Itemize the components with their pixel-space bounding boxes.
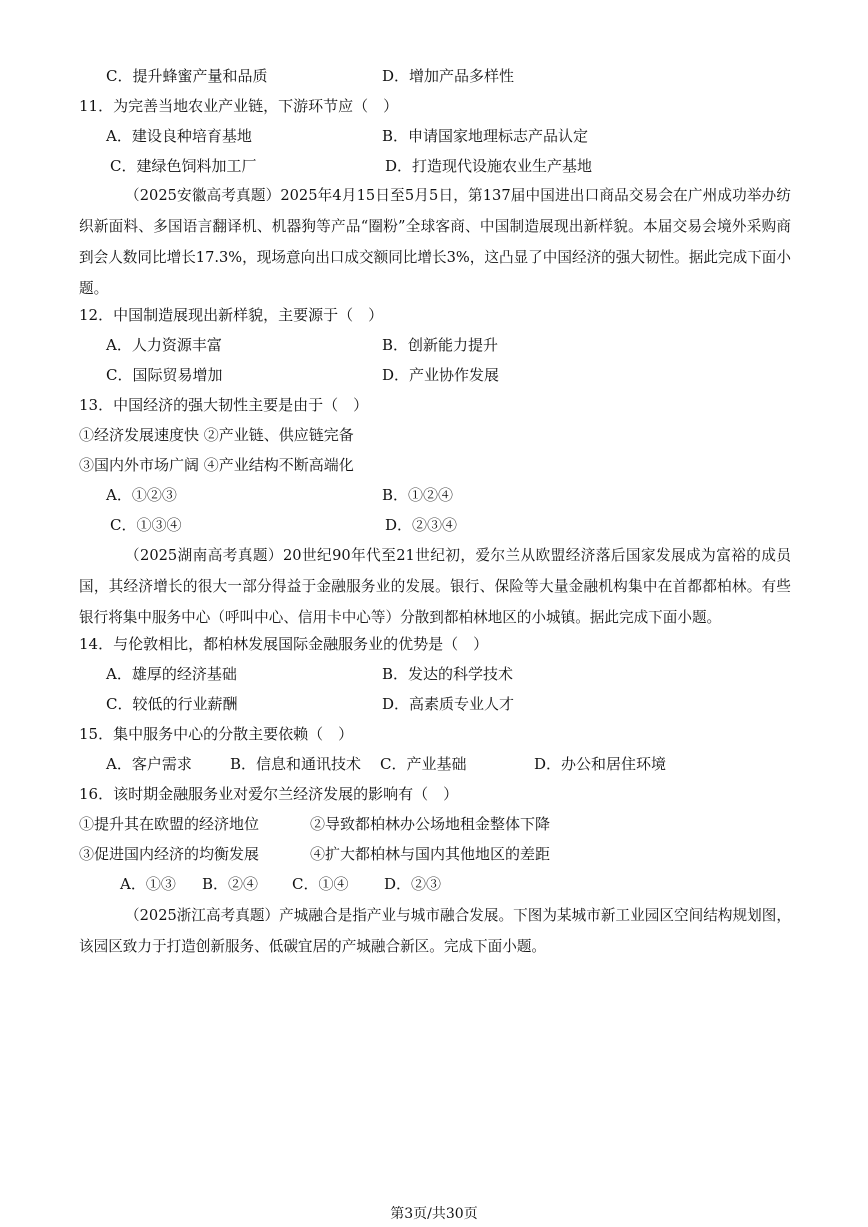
q12-option-d: D．产业协作发展: [382, 366, 500, 384]
q13-statements-1: ①经济发展速度快 ②产业链、供应链完备: [79, 426, 354, 444]
passage-zhejiang: （2025浙江高考真题）产城融合是指产业与城市融合发展。下图为某城市新工业园区空间结构规划图，该园区致力于打造创新服务、低碳宜居的产城融合新区。完成下面小题。: [79, 907, 791, 955]
q13-stem: 13．中国经济的强大韧性主要是由于（ ）: [79, 396, 369, 414]
q16-statement-2: ②导致都柏林办公场地租金整体下降: [310, 815, 551, 833]
q12-option-a: A．人力资源丰富: [106, 336, 222, 354]
q14-option-a: A．雄厚的经济基础: [106, 665, 237, 683]
q16-option-d: D．②③: [384, 875, 442, 893]
q13-option-b: B．①②④: [382, 486, 454, 504]
q15-option-d: D．办公和居住环境: [534, 755, 667, 773]
q13-statements-2: ③国内外市场广阔 ④产业结构不断高端化: [79, 456, 354, 474]
page-number-footer: 第3页/共30页: [390, 1206, 478, 1222]
q11-option-d: D．打造现代设施农业生产基地: [385, 157, 593, 175]
q15-option-c: C．产业基础: [380, 755, 467, 773]
q16-statement-3: ③促进国内经济的均衡发展: [79, 845, 260, 863]
q13-option-c: C．①③④: [110, 516, 182, 534]
q15-stem: 15．集中服务中心的分散主要依赖（ ）: [79, 725, 354, 743]
q12-stem: 12．中国制造展现出新样貌，主要源于（ ）: [79, 306, 384, 324]
q14-option-c: C．较低的行业薪酬: [106, 695, 238, 713]
passage-hunan: （2025湖南高考真题）20世纪90年代至21世纪初，爱尔兰从欧盟经济落后国家发展成为富裕的成员国，其经济增长的很大一部分得益于金融服务业的发展。银行、保险等大量金融机构集中在首都都柏林。有些银行将集中服务中心（呼叫中心、信用卡中心等）分散到都柏林地区的小城镇。据此完成下面小题。: [79, 547, 791, 626]
q10-option-c: C．提升蜂蜜产量和品质: [106, 67, 268, 85]
q15-option-b: B．信息和通讯技术: [230, 755, 362, 773]
q13-option-a: A．①②③: [106, 486, 177, 504]
passage-anhui: （2025安徽高考真题）2025年4月15日至5月5日，第137届中国进出口商品交易会在广州成功举办纺织新面料、多国语言翻译机、机器狗等产品“圈粉”全球客商、中国制造展现出新样貌。本届交易会境外采购商到会人数同比增长17.3%，现场意向出口成交额同比增长3%，这凸显了中国经济的强大韧性。据此完成下面小题。: [79, 187, 791, 297]
q11-stem: 11．为完善当地农业产业链，下游环节应（ ）: [79, 97, 399, 115]
q16-option-a: A．①③: [120, 875, 176, 893]
q16-option-c: C．①④: [292, 875, 349, 893]
q16-option-b: B．②④: [202, 875, 259, 893]
q11-option-c: C．建绿色饲料加工厂: [110, 157, 257, 175]
q14-stem: 14．与伦敦相比，都柏林发展国际金融服务业的优势是（ ）: [79, 635, 489, 653]
q11-option-a: A．建设良种培育基地: [106, 127, 252, 145]
q16-statement-4: ④扩大都柏林与国内其他地区的差距: [310, 845, 551, 863]
q11-option-b: B．申请国家地理标志产品认定: [382, 127, 589, 145]
q12-option-b: B．创新能力提升: [382, 336, 499, 354]
q15-option-a: A．客户需求: [106, 755, 192, 773]
q16-stem: 16．该时期金融服务业对爱尔兰经济发展的影响有（ ）: [79, 785, 459, 803]
q14-option-b: B．发达的科学技术: [382, 665, 514, 683]
q13-option-d: D．②③④: [385, 516, 458, 534]
q16-statement-1: ①提升其在欧盟的经济地位: [79, 815, 260, 833]
q12-option-c: C．国际贸易增加: [106, 366, 223, 384]
q10-option-d: D．增加产品多样性: [382, 67, 515, 85]
q14-option-d: D．高素质专业人才: [382, 695, 515, 713]
